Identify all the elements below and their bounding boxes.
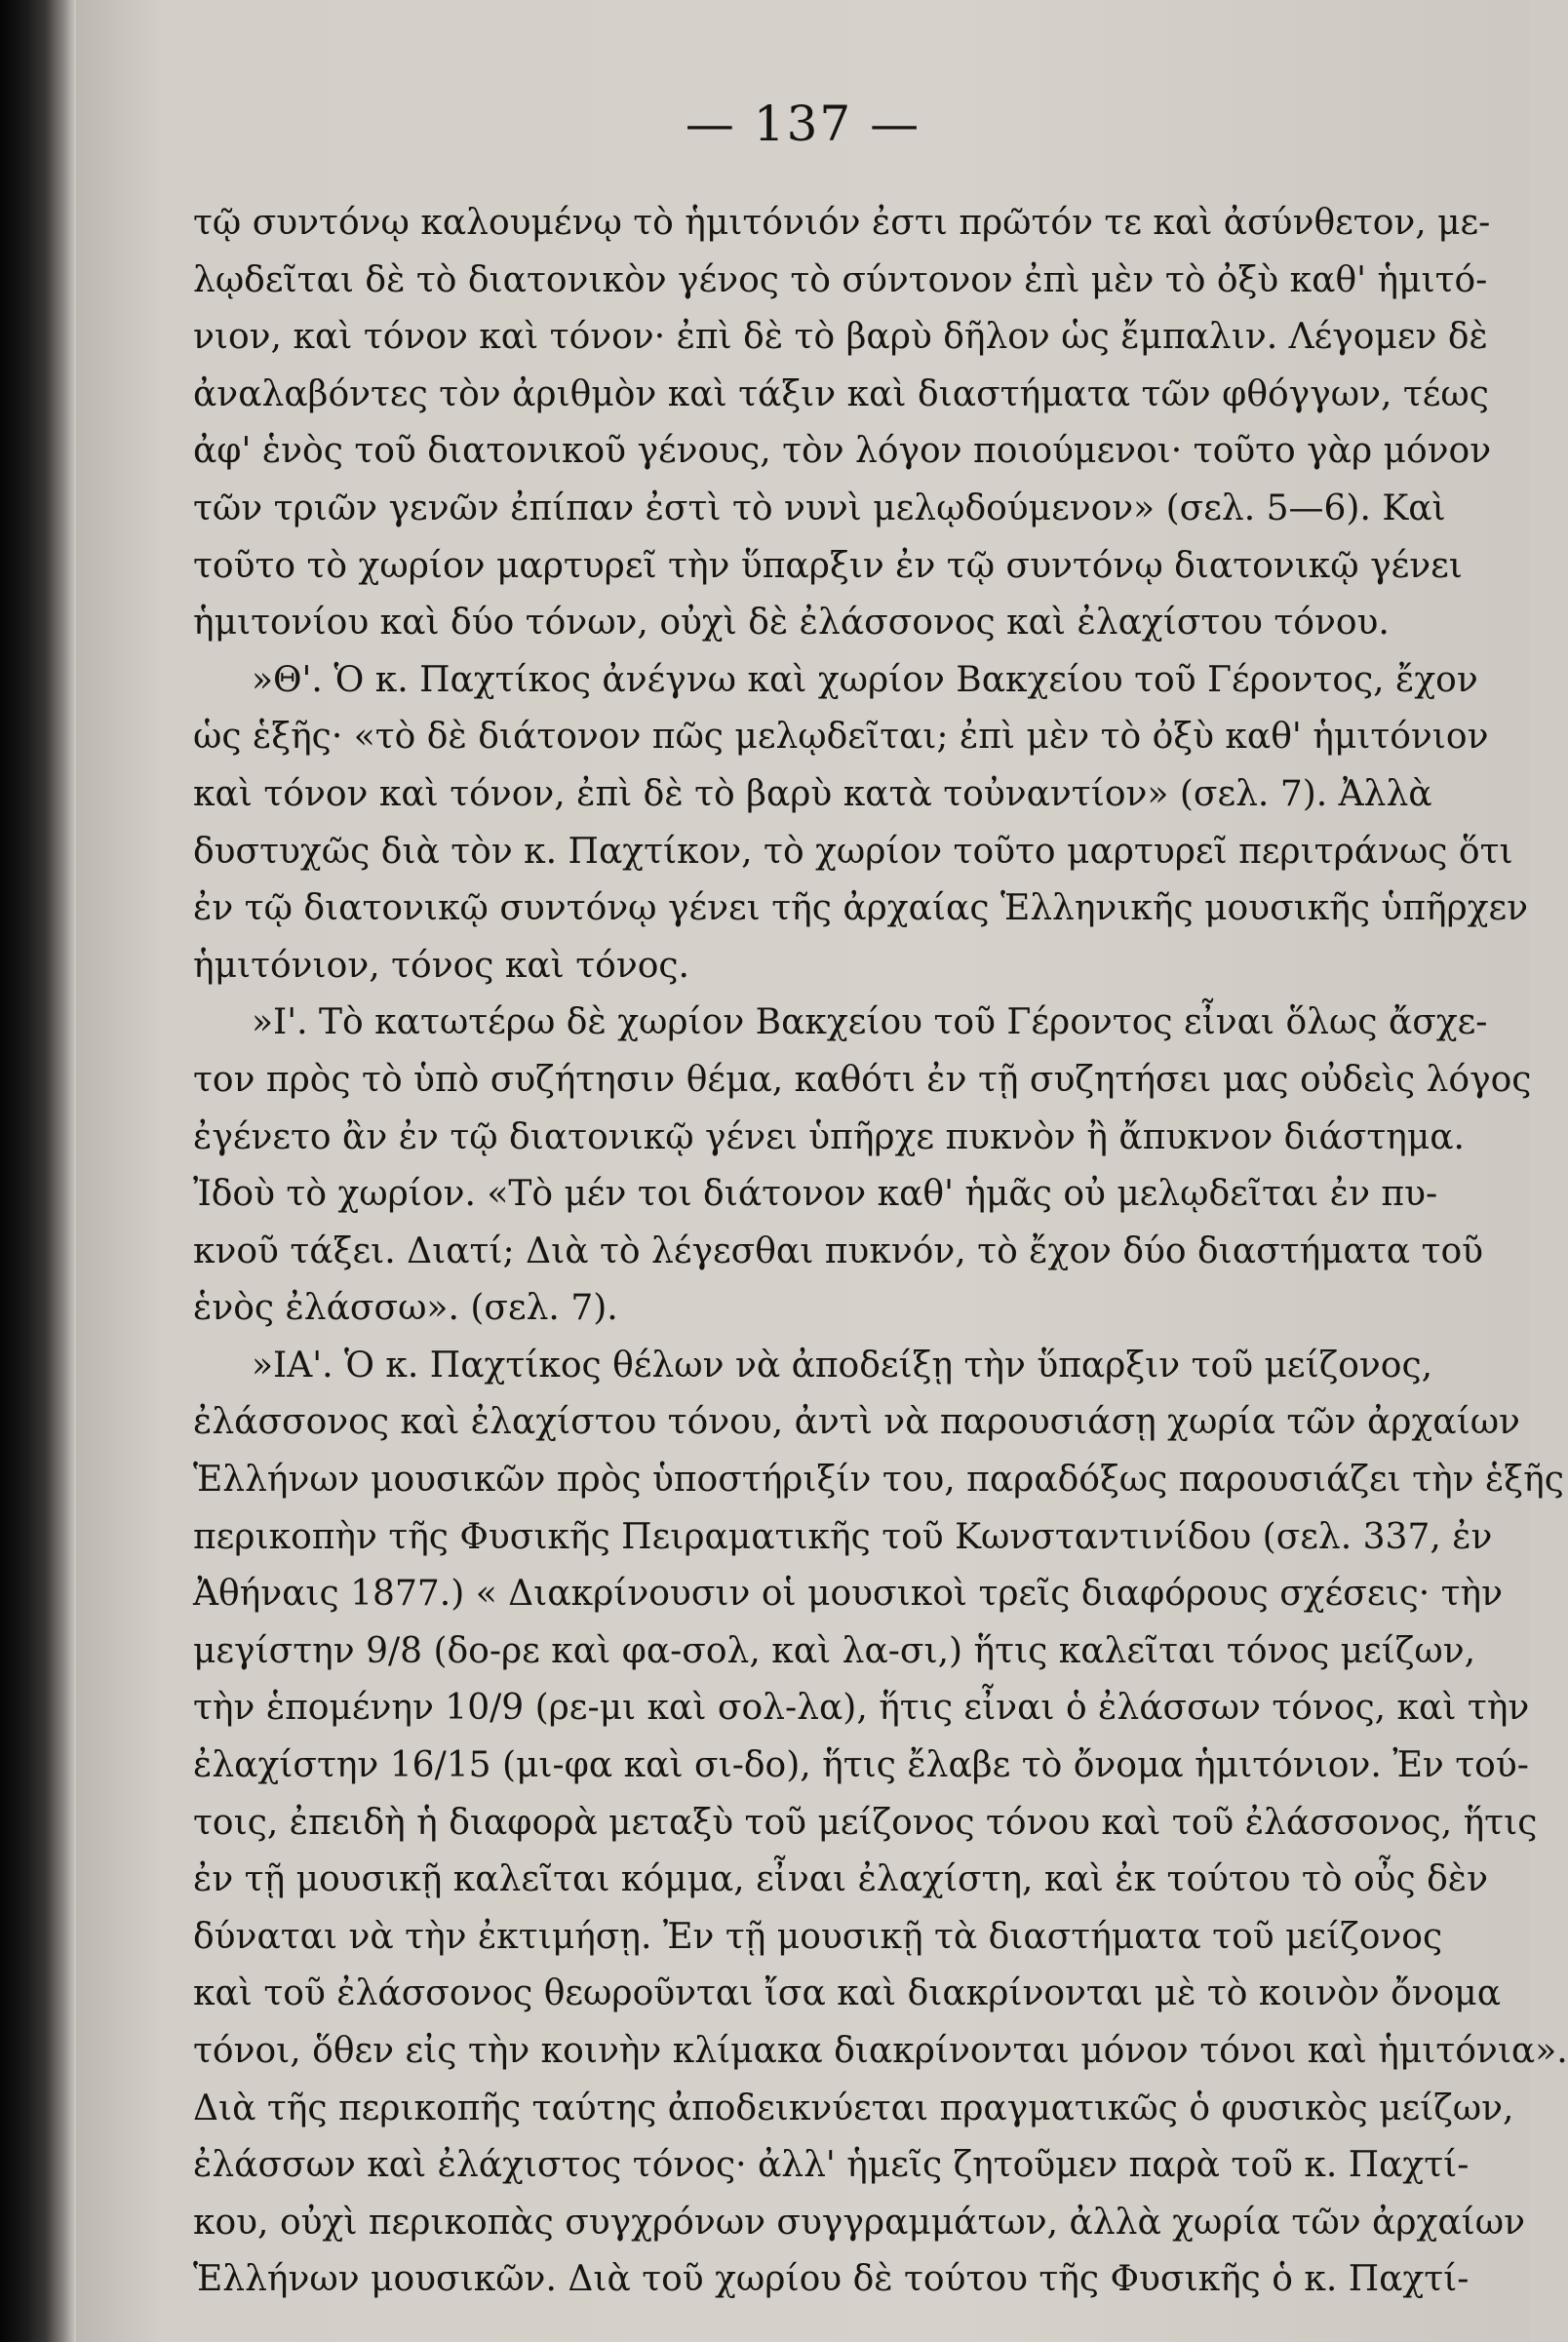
text-line: ἀναλαβόντες τὸν ἀριθμὸν καὶ τάξιν καὶ διαστήματα τῶν φθόγγων, τέως [193,373,1489,414]
text-line: νιον, καὶ τόνον καὶ τόνον· ἐπὶ δὲ τὸ βαρὺ δῆλον ὡς ἔμπαλιν. Λέγομεν δὲ [193,317,1488,358]
page-number: — 137 — [685,96,921,152]
text-line: Ἑλλήνων μουσικῶν. Διὰ τοῦ χωρίου δὲ τούτου τῆς Φυσικῆς ὁ κ. Παχτί- [193,2259,1470,2300]
text-line: περικοπὴν τῆς Φυσικῆς Πειραματικῆς τοῦ Κωνσταντινίδου (σελ. 337, ἐν [193,1516,1493,1557]
text-line: ἐγένετο ἂν ἐν τῷ διατονικῷ γένει ὑπῆρχε πυκνὸν ἢ ἄπυκνον διάστημα. [193,1116,1465,1157]
text-line: Διὰ τῆς περικοπῆς ταύτης ἀποδεικνύεται πραγματικῶς ὁ φυσικὸς μείζων, [193,2088,1514,2128]
text-line: τόνοι, ὅθεν εἰς τὴν κοινὴν κλίμακα διακρίνονται μόνον τόνοι καὶ ἡμιτόνια». [193,2031,1568,2071]
text-line: τῶν τριῶν γενῶν ἐπίπαν ἐστὶ τὸ νυνὶ μελῳδούμενον» (σελ. 5—6). Καὶ [193,488,1446,528]
body-text [193,195,1568,2309]
text-line: τοις, ἐπειδὴ ἡ διαφορὰ μεταξὺ τοῦ μείζονος τόνου καὶ τοῦ ἐλάσσονος, ἥτις [193,1802,1538,1843]
text-line: καὶ τοῦ ἐλάσσονος θεωροῦνται ἴσα καὶ διακρίνονται μὲ τὸ κοινὸν ὄνομα [193,1973,1502,2014]
text-line: Ἰδοὺ τὸ χωρίον. «Τὸ μέν τοι διάτονον καθ' ἡμᾶς οὐ μελῳδεῖται ἐν πυ- [193,1174,1438,1215]
text-line: τὴν ἑπομένην 10/9 (ρε-μι καὶ σολ-λα), ἥτις εἶναι ὁ ἐλάσσων τόνος, καὶ τὴν [193,1688,1530,1729]
text-line: Ἑλλήνων μουσικῶν πρὸς ὑποστήριξίν του, παραδόξως παρουσιάζει τὴν ἑξῆς [193,1460,1564,1501]
text-line: Ἀθήναις 1877.) « Διακρίνουσιν οἱ μουσικοὶ τρεῖς διαφόρους σχέσεις· τὴν [193,1574,1504,1615]
text-line: ἐν τῷ διατονικῷ συντόνῳ γένει τῆς ἀρχαίας Ἑλληνικῆς μουσικῆς ὑπῆρχεν [193,888,1529,929]
text-line: ἡμιτονίου καὶ δύο τόνων, οὐχὶ δὲ ἐλάσσονος καὶ ἐλαχίστου τόνου. [193,603,1390,644]
text-line: δυστυχῶς διὰ τὸν κ. Παχτίκον, τὸ χωρίον τοῦτο μαρτυρεῖ περιτράνως ὅτι [193,831,1513,872]
book-spine-shadow [0,0,76,2342]
text-line: τοῦτο τὸ χωρίον μαρτυρεῖ τὴν ὕπαρξιν ἐν τῷ συντόνῳ διατονικῷ γένει [193,545,1463,586]
text-line: δύναται νὰ τὴν ἐκτιμήσῃ. Ἐν τῇ μουσικῇ τὰ διαστήματα τοῦ μείζονος [193,1916,1443,1957]
text-line: τῷ συντόνῳ καλουμένῳ τὸ ἡμιτόνιόν ἐστι πρῶτόν τε καὶ ἀσύνθετον, με- [193,203,1491,243]
book-page [76,0,1568,2342]
text-line: »Ι'. Τὸ κατωτέρω δὲ χωρίον Βακχείου τοῦ Γέροντος εἶναι ὅλως ἄσχε- [252,1002,1488,1043]
text-line: τον πρὸς τὸ ὑπὸ συζήτησιν θέμα, καθότι ἐν τῇ συζητήσει μας οὐδεὶς λόγος [193,1059,1532,1100]
text-line: »Θ'. Ὁ κ. Παχτίκος ἀνέγνω καὶ χωρίον Βακχείου τοῦ Γέροντος, ἔχον [252,659,1478,700]
text-line: κου, οὐχὶ περικοπὰς συγχρόνων συγγραμμάτων, ἀλλὰ χωρία τῶν ἀρχαίων [193,2202,1525,2243]
text-line: ἀφ' ἑνὸς τοῦ διατονικοῦ γένους, τὸν λόγον ποιούμενοι· τοῦτο γὰρ μόνον [193,431,1492,472]
text-line: ἐλαχίστην 16/15 (μι-φα καὶ σι-δο), ἥτις ἔλαβε τὸ ὄνομα ἡμιτόνιον. Ἐν τού- [193,1745,1529,1786]
text-line: λῳδεῖται δὲ τὸ διατονικὸν γένος τὸ σύντονον ἐπὶ μὲν τὸ ὀξὺ καθ' ἡμιτό- [193,259,1488,300]
text-line: ἑνὸς ἐλάσσω». (σελ. 7). [193,1288,618,1329]
text-line: ἐλάσσων καὶ ἐλάχιστος τόνος· ἀλλ' ἡμεῖς ζητοῦμεν παρὰ τοῦ κ. Παχτί- [193,2145,1470,2186]
text-line: ἡμιτόνιον, τόνος καὶ τόνος. [193,945,689,986]
text-line: μεγίστην 9/8 (δο-ρε καὶ φα-σολ, καὶ λα-σι,) ἥτις καλεῖται τόνος μείζων, [193,1630,1476,1671]
text-line: ὡς ἑξῆς· «τὸ δὲ διάτονον πῶς μελῳδεῖται; ἐπὶ μὲν τὸ ὀξὺ καθ' ἡμιτόνιον [193,717,1489,758]
text-line: »ΙΑ'. Ὁ κ. Παχτίκος θέλων νὰ ἀποδείξῃ τὴν ὕπαρξιν τοῦ μείζονος, [252,1345,1433,1386]
text-line: κνοῦ τάξει. Διατί; Διὰ τὸ λέγεσθαι πυκνόν, τὸ ἔχον δύο διαστήματα τοῦ [193,1230,1483,1271]
text-line: καὶ τόνον καὶ τόνον, ἐπὶ δὲ τὸ βαρὺ κατὰ τοὐναντίον» (σελ. 7). Ἀλλὰ [193,773,1432,814]
text-line: ἐν τῇ μουσικῇ καλεῖται κόμμα, εἶναι ἐλαχίστη, καὶ ἐκ τούτου τὸ οὖς δὲν [193,1859,1489,1900]
text-line: ἐλάσσονος καὶ ἐλαχίστου τόνου, ἀντὶ νὰ παρουσιάσῃ χωρία τῶν ἀρχαίων [193,1402,1520,1443]
